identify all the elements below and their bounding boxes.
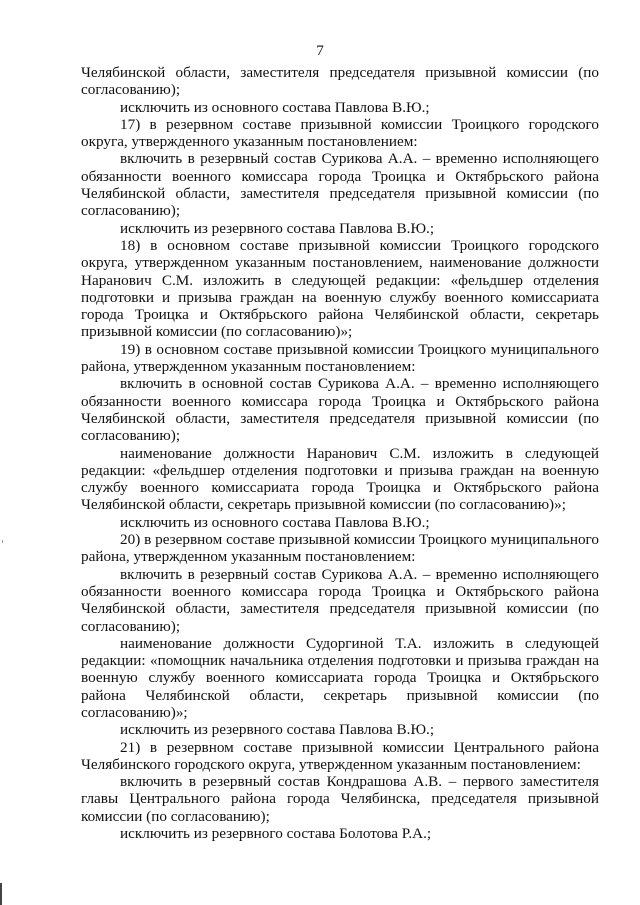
paragraph-item-19: 19) в основном составе призывной комиссии Троицкого муниципального района, утвержденном указанным постановлением: xyxy=(81,340,599,376)
document-body xyxy=(81,64,599,842)
paragraph-item-20: 20) в резервном составе призывной комиссии Троицкого муниципального района, утвержденном указанным постановлением: xyxy=(81,531,599,566)
paragraph: исключить из основного состава Павлова В.Ю.; xyxy=(120,513,430,531)
paragraph-continuation: Челябинской области, заместителя председателя призывной комиссии (по согласованию); xyxy=(81,64,599,99)
paragraph: наименование должности Судоргиной Т.А. изложить в следующей редакции: «помощник начальника отделения подготовки и призыва граждан на военную службу военного комиссариата города Троицка и Октябрьского района Челябинской области, секретарь призывной комиссии (по согласованию)»; xyxy=(81,634,599,721)
scan-edge-mark xyxy=(0,883,2,905)
paragraph: включить в резервный состав Сурикова А.А. – временно исполняющего обязанности военного комиссара города Троицка и Октябрьского района Челябинской области, заместителя председателя призывной комиссии (по согласованию); xyxy=(81,150,599,220)
paragraph: исключить из резервного состава Павлова В.Ю.; xyxy=(120,219,435,237)
scan-dust-mark xyxy=(2,540,3,543)
paragraph-item-21: 21) в резервном составе призывной комиссии Центрального района Челябинского городского округа, утвержденном указанным постановлением: xyxy=(81,738,599,773)
paragraph: исключить из резервного состава Болотова Р.А.; xyxy=(120,825,432,843)
paragraph: исключить из основного состава Павлова В.Ю.; xyxy=(120,98,430,116)
paragraph: включить в резервный состав Сурикова А.А. – временно исполняющего обязанности военного комиссара города Троицка и Октябрьского района Челябинской области, заместителя председателя призывной комиссии (по согласованию); xyxy=(81,565,599,635)
paragraph: исключить из резервного состава Павлова В.Ю.; xyxy=(120,721,435,739)
paragraph-item-17: 17) в резервном составе призывной комиссии Троицкого городского округа, утвержденного указанным постановлением: xyxy=(81,115,599,151)
paragraph: включить в основной состав Сурикова А.А. – временно исполняющего обязанности военного комиссара города Троицка и Октябрьского района Челябинской области, заместителя председателя призывной комиссии (по согласованию); xyxy=(81,375,599,445)
paragraph: наименование должности Наранович С.М. изложить в следующей редакции: «фельдшер отделения подготовки и призыва граждан на военную службу военного комиссариата города Троицка и Октябрьского района Челябинской области, секретарь призывной комиссии (по согласованию)»; xyxy=(81,444,599,514)
page-number: 7 xyxy=(316,42,324,59)
paragraph-item-18: 18) в основном составе призывной комиссии Троицкого городского округа, утвержденном указанным постановлением, наименование должности Наранович С.М. изложить в следующей редакции: «фельдшер отделения подготовки и призыва граждан на военную службу военного комиссариата города Троицка и Октябрьского района Челябинской области, секретарь призывной комиссии (по согласованию)»; xyxy=(81,236,599,341)
paragraph: включить в резервный состав Кондрашова А.В. – первого заместителя главы Центрального района города Челябинска, председателя призывной комиссии (по согласованию); xyxy=(81,773,599,825)
